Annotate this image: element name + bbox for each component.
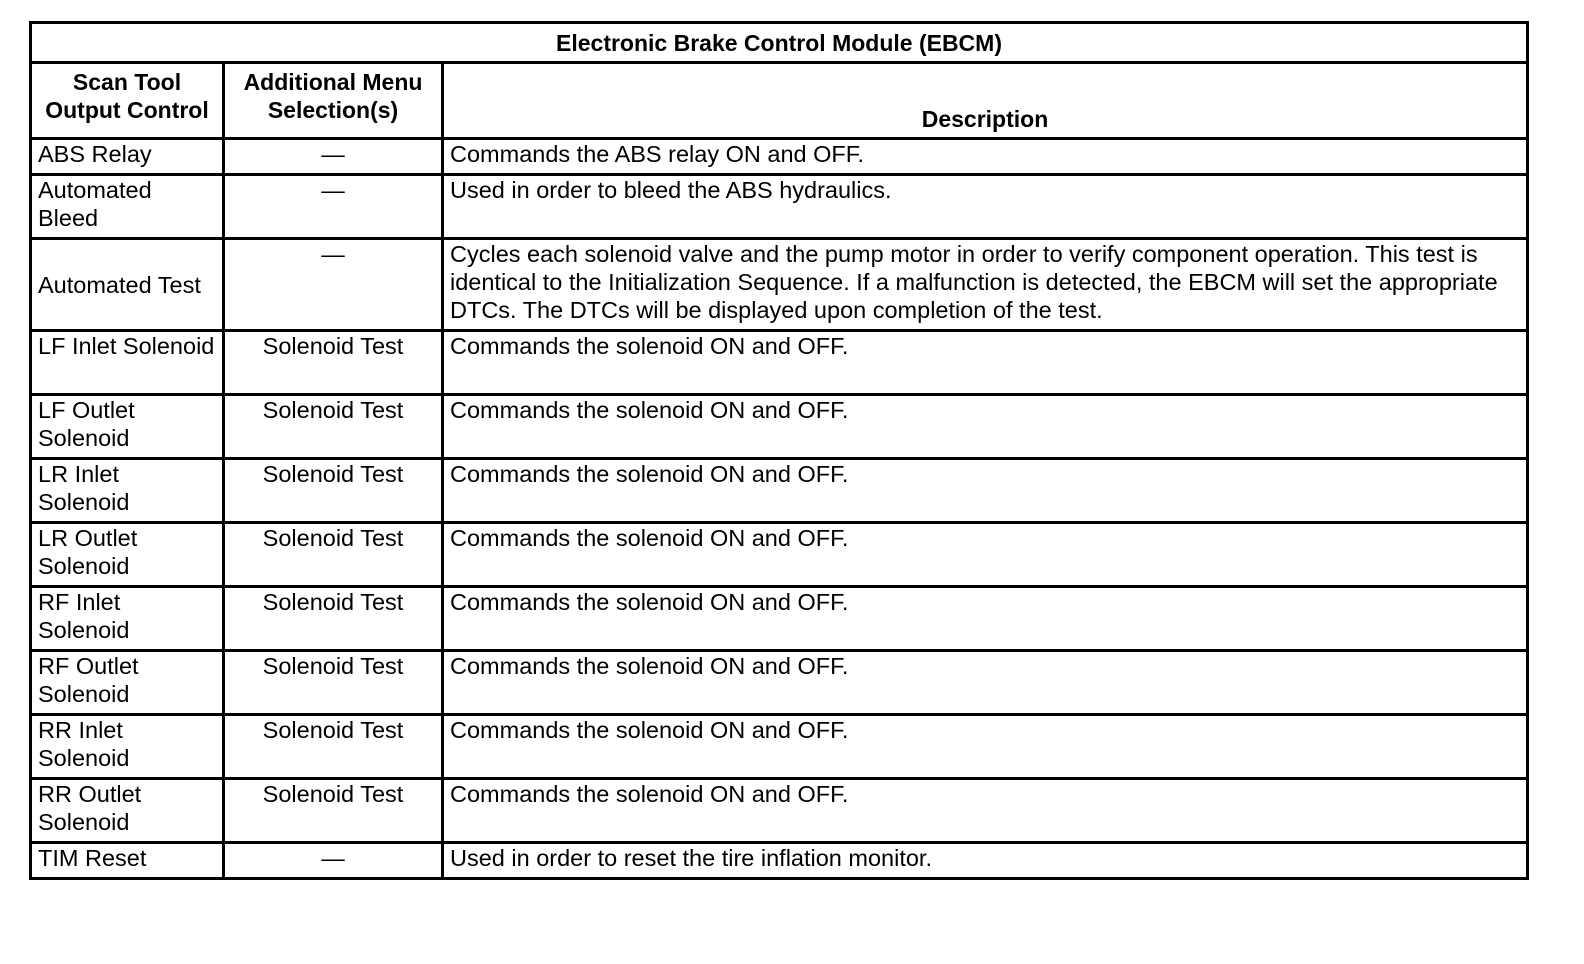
table-row — [31, 779, 1528, 843]
description-cell: Commands the solenoid ON and OFF. — [443, 395, 1528, 459]
output-control-cell: LR Inlet Solenoid — [31, 459, 224, 523]
output-control-cell: LF Inlet Solenoid — [31, 331, 224, 395]
table-row — [31, 843, 1528, 879]
menu-selection-cell: Solenoid Test — [224, 523, 443, 587]
description-cell: Commands the solenoid ON and OFF. — [443, 715, 1528, 779]
table-row — [31, 239, 1528, 331]
menu-selection-cell: Solenoid Test — [224, 587, 443, 651]
output-control-cell: RR Inlet Solenoid — [31, 715, 224, 779]
table-row — [31, 523, 1528, 587]
table-title-row — [31, 23, 1528, 63]
menu-selection-cell: — — [224, 843, 443, 879]
table-header-row — [31, 63, 1528, 139]
column-header-output-control: Scan Tool Output Control — [31, 63, 224, 139]
description-cell: Commands the solenoid ON and OFF. — [443, 587, 1528, 651]
description-cell: Commands the solenoid ON and OFF. — [443, 459, 1528, 523]
description-cell: Cycles each solenoid valve and the pump motor in order to verify component operation. This test is identical to the Initialization Sequence. If a malfunction is detected, the EBCM will set the appropriate DTCs. The DTCs will be displayed upon completion of the test. — [443, 239, 1528, 331]
description-cell: Commands the solenoid ON and OFF. — [443, 523, 1528, 587]
menu-selection-cell: Solenoid Test — [224, 715, 443, 779]
menu-selection-cell: Solenoid Test — [224, 651, 443, 715]
description-cell: Used in order to reset the tire inflation monitor. — [443, 843, 1528, 879]
column-header-menu-selections: Additional Menu Selection(s) — [224, 63, 443, 139]
output-control-cell: RR Outlet Solenoid — [31, 779, 224, 843]
output-control-cell: LR Outlet Solenoid — [31, 523, 224, 587]
table-row — [31, 331, 1528, 395]
table-title: Electronic Brake Control Module (EBCM) — [31, 23, 1528, 63]
output-control-cell: LF Outlet Solenoid — [31, 395, 224, 459]
output-control-cell: TIM Reset — [31, 843, 224, 879]
description-cell: Commands the solenoid ON and OFF. — [443, 779, 1528, 843]
description-cell: Used in order to bleed the ABS hydraulics. — [443, 175, 1528, 239]
menu-selection-cell: Solenoid Test — [224, 779, 443, 843]
description-cell: Commands the solenoid ON and OFF. — [443, 331, 1528, 395]
menu-selection-cell: — — [224, 239, 443, 331]
table-row — [31, 175, 1528, 239]
table-row — [31, 715, 1528, 779]
menu-selection-cell: — — [224, 175, 443, 239]
menu-selection-cell: — — [224, 139, 443, 175]
table-row — [31, 651, 1528, 715]
table-row — [31, 459, 1528, 523]
menu-selection-cell: Solenoid Test — [224, 331, 443, 395]
output-control-cell: Automated Bleed — [31, 175, 224, 239]
table-row — [31, 587, 1528, 651]
ebcm-output-control-table — [29, 21, 1529, 880]
output-control-cell: Automated Test — [31, 239, 224, 331]
description-cell: Commands the ABS relay ON and OFF. — [443, 139, 1528, 175]
menu-selection-cell: Solenoid Test — [224, 459, 443, 523]
description-cell: Commands the solenoid ON and OFF. — [443, 651, 1528, 715]
table-row — [31, 395, 1528, 459]
column-header-description: Description — [443, 63, 1528, 139]
output-control-cell: RF Outlet Solenoid — [31, 651, 224, 715]
output-control-cell: ABS Relay — [31, 139, 224, 175]
table-row — [31, 139, 1528, 175]
menu-selection-cell: Solenoid Test — [224, 395, 443, 459]
output-control-cell: RF Inlet Solenoid — [31, 587, 224, 651]
